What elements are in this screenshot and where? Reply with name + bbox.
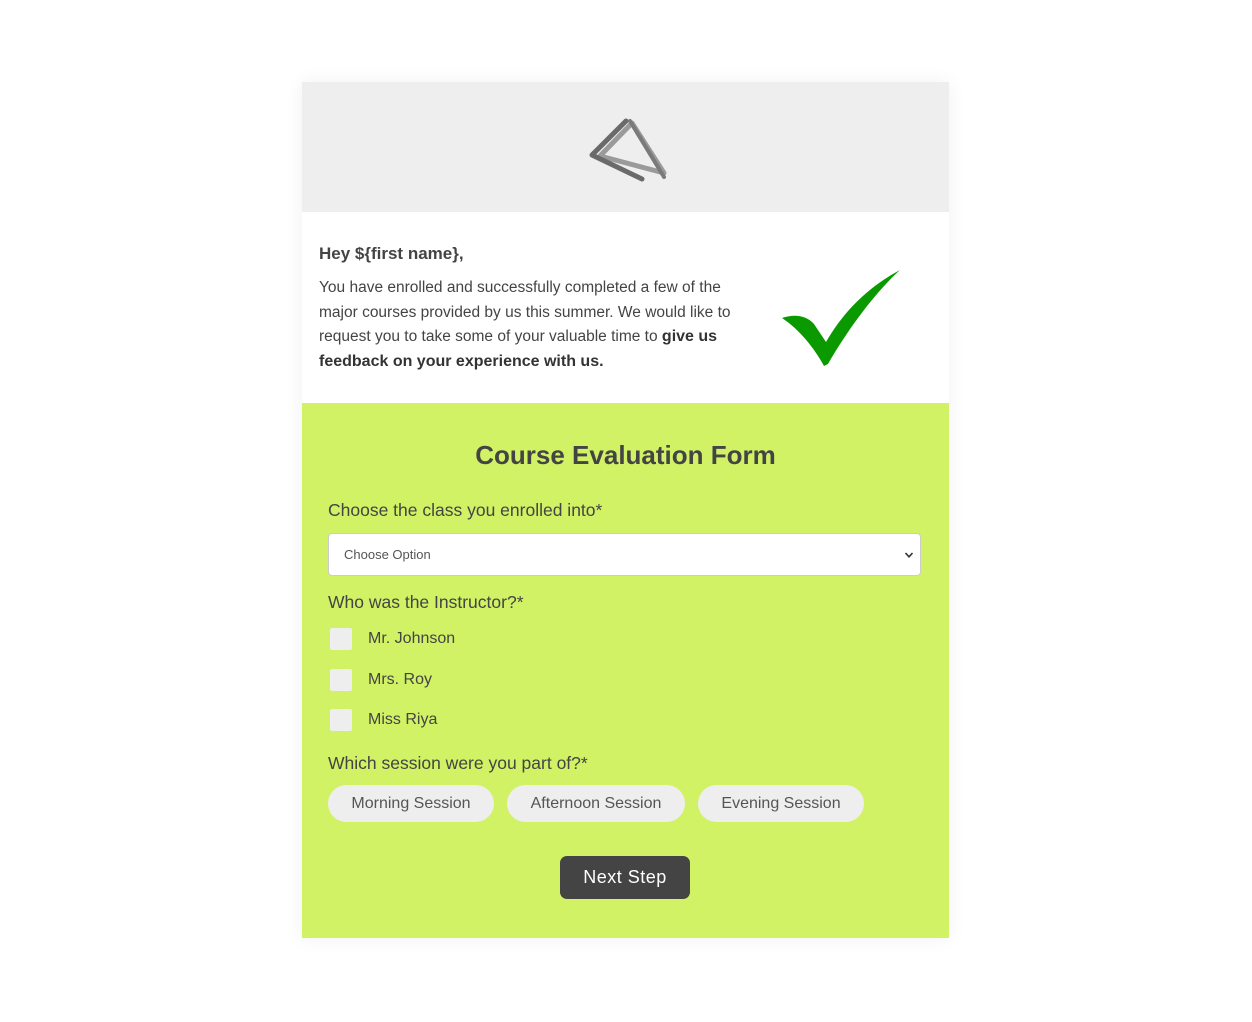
- email-card: [302, 82, 949, 938]
- chevron-down-icon: [904, 550, 914, 560]
- intro-text: You have enrolled and successfully completed a few of the major courses provided by us this summer. We would like to request you to take some of your valuable time to: [319, 279, 731, 345]
- form-title: Course Evaluation Form: [475, 440, 776, 470]
- greeting-heading: Hey ${first name},: [319, 244, 464, 263]
- triangle-logo-icon: [580, 101, 672, 193]
- session-question-label: Which session were you part of?*: [328, 753, 588, 773]
- instructor-option-label: Mr. Johnson: [368, 630, 456, 647]
- session-option-morning[interactable]: Morning Session: [328, 785, 494, 822]
- header-banner: [302, 82, 949, 212]
- instructor-checkbox[interactable]: [330, 628, 352, 650]
- intro-text-bold: give us feedback on your experience with us.: [319, 328, 718, 370]
- checkmark-icon: [780, 268, 902, 372]
- class-select[interactable]: [328, 533, 921, 576]
- session-option-evening[interactable]: Evening Session: [698, 785, 864, 822]
- instructor-option-label: Mrs. Roy: [368, 671, 432, 688]
- course-evaluation-form: [302, 403, 949, 938]
- instructor-option-label: Miss Riya: [368, 711, 438, 728]
- intro-paragraph: [319, 276, 739, 374]
- intro-section: [302, 212, 949, 403]
- instructor-checkbox[interactable]: [330, 669, 352, 691]
- session-option-afternoon[interactable]: Afternoon Session: [507, 785, 685, 822]
- class-select-value: Choose Option: [344, 547, 431, 562]
- instructor-question-label: Who was the Instructor?*: [328, 592, 524, 612]
- instructor-checkbox[interactable]: [330, 709, 352, 731]
- class-question-label: Choose the class you enrolled into*: [328, 500, 603, 520]
- next-step-button[interactable]: Next Step: [560, 856, 690, 899]
